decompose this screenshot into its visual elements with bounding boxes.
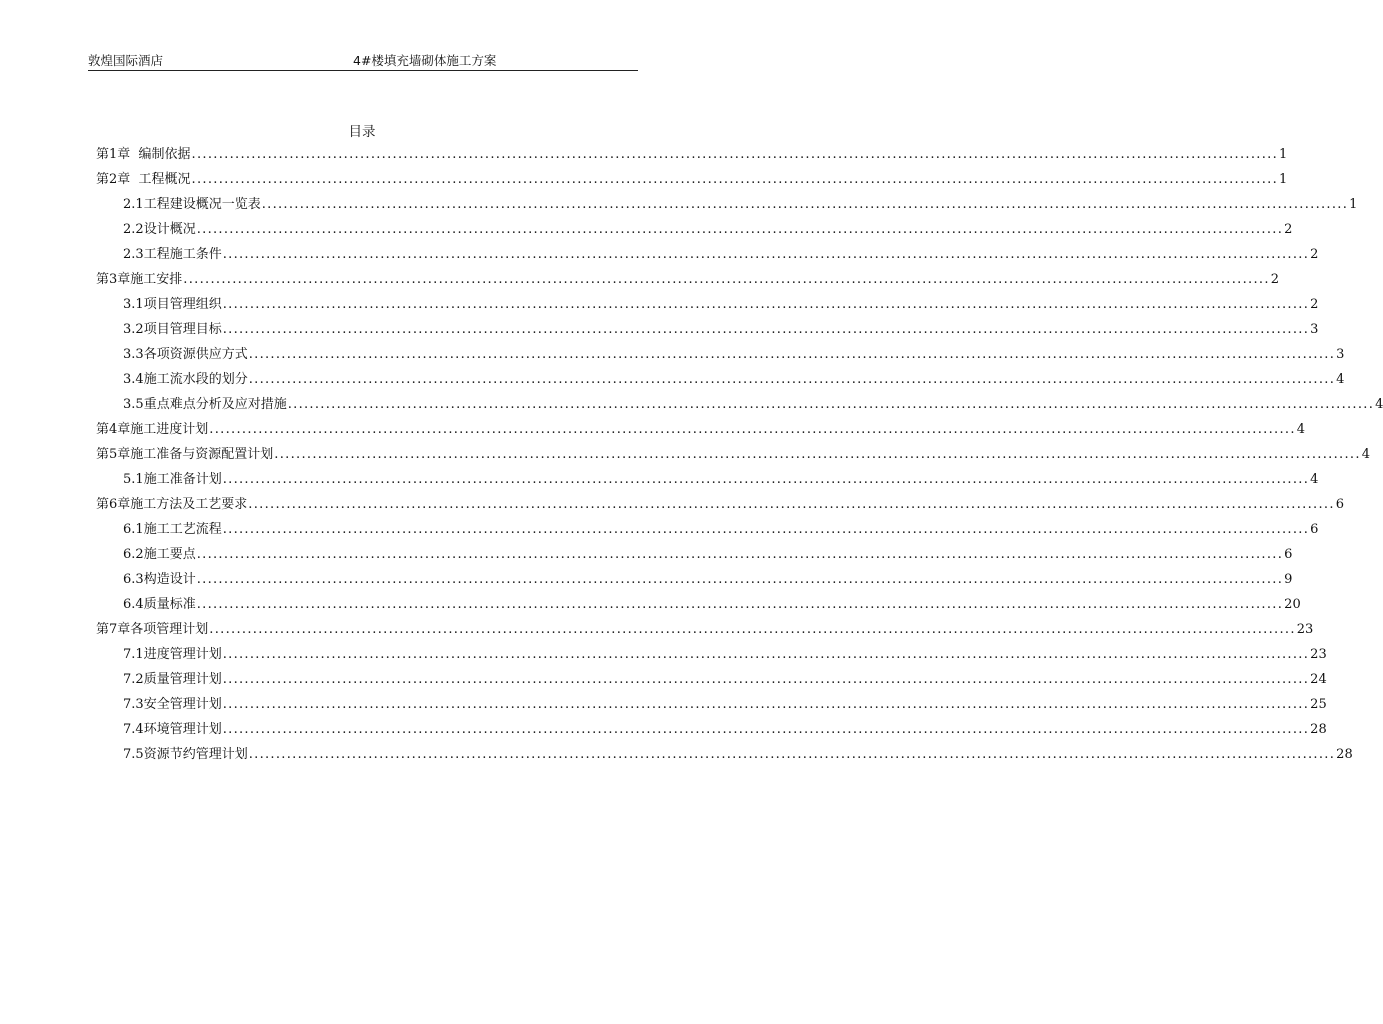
toc-entry[interactable]	[96, 346, 1345, 371]
toc-entry[interactable]	[96, 196, 1358, 221]
toc-entry[interactable]	[96, 546, 1293, 571]
toc-entry-title: 工程建设概况一览表	[143, 197, 261, 212]
toc-entry-title: 各项资源供应方式	[143, 347, 248, 362]
toc-entry-title: 环境管理计划	[143, 722, 222, 737]
header-document-title: 4#楼填充墙砌体施工方案	[353, 53, 497, 68]
toc-entry-page: 2	[1270, 272, 1280, 287]
toc-dot-leader: ........................................................................................................................................................................................................	[248, 497, 1335, 512]
toc-entry[interactable]	[96, 421, 1306, 446]
table-of-contents	[96, 146, 1383, 771]
toc-entry-page: 4	[1375, 397, 1383, 412]
toc-entry-number: 第7章	[96, 622, 131, 637]
toc-entry-title: 施工进度计划	[130, 422, 209, 437]
toc-entry-page: 2	[1310, 297, 1319, 312]
toc-entry[interactable]	[96, 521, 1319, 546]
toc-entry[interactable]	[96, 721, 1327, 746]
header-hotel-name: 敦煌国际酒店	[88, 53, 164, 68]
toc-entry-title: 施工准备与资源配置计划	[130, 447, 274, 462]
toc-entry[interactable]	[96, 146, 1288, 171]
toc-entry-title: 施工要点	[143, 547, 196, 562]
toc-dot-leader: ........................................................................................................................................................................................................	[191, 172, 1279, 187]
toc-dot-leader: ........................................................................................................................................................................................................	[196, 547, 1284, 562]
toc-entry[interactable]	[96, 396, 1383, 421]
toc-dot-leader: ........................................................................................................................................................................................................	[287, 397, 1375, 412]
toc-entry[interactable]	[96, 496, 1345, 521]
toc-entry-number: 2.2	[123, 222, 144, 237]
toc-entry-page: 1	[1279, 147, 1288, 162]
toc-entry-number: 2.3	[123, 247, 144, 262]
toc-entry[interactable]	[96, 571, 1293, 596]
toc-entry-page: 6	[1335, 497, 1345, 512]
toc-entry-title: 施工方法及工艺要求	[130, 497, 248, 512]
toc-dot-leader: ........................................................................................................................................................................................................	[248, 347, 1336, 362]
toc-entry-page: 2	[1310, 247, 1319, 262]
toc-entry-number: 2.1	[123, 197, 144, 212]
toc-dot-leader: ........................................................................................................................................................................................................	[222, 697, 1310, 712]
toc-entry-number: 3.2	[123, 322, 144, 337]
toc-entry-page: 20	[1284, 597, 1301, 612]
toc-entry-number: 7.3	[123, 697, 144, 712]
toc-entry-page: 24	[1310, 672, 1327, 687]
toc-entry[interactable]	[96, 746, 1353, 771]
toc-entry[interactable]	[96, 221, 1293, 246]
toc-entry-page: 25	[1310, 697, 1327, 712]
toc-entry-page: 28	[1310, 722, 1327, 737]
toc-entry-title: 重点难点分析及应对措施	[143, 397, 287, 412]
toc-entry-page: 23	[1310, 647, 1327, 662]
toc-entry-title: 资源节约管理计划	[143, 747, 248, 762]
page-header	[88, 50, 638, 71]
toc-entry-number: 5.1	[123, 472, 144, 487]
toc-entry-title: 质量标准	[143, 597, 196, 612]
toc-entry-number: 第6章	[96, 497, 131, 512]
toc-dot-leader: ........................................................................................................................................................................................................	[222, 647, 1310, 662]
toc-entry-number: 第4章	[96, 422, 131, 437]
toc-entry-page: 3	[1310, 322, 1319, 337]
toc-entry[interactable]	[96, 171, 1288, 196]
toc-entry-number: 3.5	[123, 397, 144, 412]
toc-entry-number: 7.2	[123, 672, 144, 687]
toc-entry-title: 安全管理计划	[143, 697, 222, 712]
toc-entry-title: 项目管理组织	[143, 297, 222, 312]
toc-entry-title: 编制依据	[130, 147, 191, 162]
toc-entry-number: 7.1	[123, 647, 144, 662]
toc-entry[interactable]	[96, 596, 1301, 621]
toc-dot-leader: ........................................................................................................................................................................................................	[183, 272, 1270, 287]
toc-dot-leader: ........................................................................................................................................................................................................	[209, 422, 1296, 437]
toc-entry-title: 设计概况	[143, 222, 196, 237]
toc-dot-leader: ........................................................................................................................................................................................................	[222, 672, 1310, 687]
toc-dot-leader: ........................................................................................................................................................................................................	[274, 447, 1361, 462]
toc-entry-page: 9	[1284, 572, 1293, 587]
toc-entry-page: 23	[1296, 622, 1314, 637]
toc-entry-title: 构造设计	[143, 572, 196, 587]
toc-entry-number: 第2章	[96, 172, 131, 187]
toc-entry-number: 第1章	[96, 147, 131, 162]
toc-entry[interactable]	[96, 671, 1327, 696]
toc-entry-page: 1	[1349, 197, 1358, 212]
toc-title: 目录	[348, 124, 376, 140]
toc-dot-leader: ........................................................................................................................................................................................................	[222, 322, 1310, 337]
toc-dot-leader: ........................................................................................................................................................................................................	[196, 597, 1284, 612]
toc-entry-page: 4	[1310, 472, 1319, 487]
toc-dot-leader: ........................................................................................................................................................................................................	[222, 297, 1310, 312]
toc-entry-page: 3	[1336, 347, 1345, 362]
toc-entry-number: 7.4	[123, 722, 144, 737]
toc-entry[interactable]	[96, 371, 1345, 396]
toc-dot-leader: ........................................................................................................................................................................................................	[248, 747, 1336, 762]
toc-entry-number: 3.4	[123, 372, 144, 387]
toc-entry-title: 施工准备计划	[143, 472, 222, 487]
toc-entry-title: 各项管理计划	[130, 622, 209, 637]
toc-entry[interactable]	[96, 246, 1319, 271]
toc-entry-page: 4	[1296, 422, 1306, 437]
toc-entry-page: 6	[1310, 522, 1319, 537]
toc-entry-title: 施工安排	[130, 272, 183, 287]
toc-dot-leader: ........................................................................................................................................................................................................	[222, 247, 1310, 262]
toc-entry[interactable]	[96, 321, 1319, 346]
toc-entry-page: 4	[1361, 447, 1371, 462]
toc-entry-number: 3.1	[123, 297, 144, 312]
toc-dot-leader: ........................................................................................................................................................................................................	[196, 222, 1284, 237]
toc-entry-title: 施工流水段的划分	[143, 372, 248, 387]
toc-dot-leader: ........................................................................................................................................................................................................	[222, 722, 1310, 737]
toc-entry-number: 3.3	[123, 347, 144, 362]
toc-entry[interactable]	[96, 471, 1319, 496]
toc-dot-leader: ........................................................................................................................................................................................................	[261, 197, 1349, 212]
toc-entry-number: 6.4	[123, 597, 144, 612]
toc-entry-number: 第5章	[96, 447, 131, 462]
toc-entry[interactable]	[96, 621, 1314, 646]
toc-entry-number: 第3章	[96, 272, 131, 287]
toc-entry-page: 2	[1284, 222, 1293, 237]
toc-entry-title: 工程概况	[130, 172, 191, 187]
toc-entry[interactable]	[96, 696, 1327, 721]
toc-entry-title: 质量管理计划	[143, 672, 222, 687]
toc-entry-title: 项目管理目标	[143, 322, 222, 337]
toc-entry-title: 进度管理计划	[143, 647, 222, 662]
toc-entry-page: 1	[1279, 172, 1288, 187]
toc-entry[interactable]	[96, 446, 1371, 471]
toc-dot-leader: ........................................................................................................................................................................................................	[248, 372, 1336, 387]
toc-entry[interactable]	[96, 646, 1327, 671]
toc-entry-page: 4	[1336, 372, 1345, 387]
toc-entry-title: 施工工艺流程	[143, 522, 222, 537]
toc-entry[interactable]	[96, 271, 1280, 296]
toc-dot-leader: ........................................................................................................................................................................................................	[209, 622, 1296, 637]
toc-entry-number: 6.1	[123, 522, 144, 537]
toc-entry-page: 28	[1336, 747, 1353, 762]
toc-entry-title: 工程施工条件	[143, 247, 222, 262]
toc-entry-number: 6.2	[123, 547, 144, 562]
toc-entry-page: 6	[1284, 547, 1293, 562]
toc-dot-leader: ........................................................................................................................................................................................................	[191, 147, 1279, 162]
toc-entry[interactable]	[96, 296, 1319, 321]
toc-dot-leader: ........................................................................................................................................................................................................	[196, 572, 1284, 587]
toc-entry-number: 6.3	[123, 572, 144, 587]
toc-entry-number: 7.5	[123, 747, 144, 762]
toc-dot-leader: ........................................................................................................................................................................................................	[222, 522, 1310, 537]
toc-dot-leader: ........................................................................................................................................................................................................	[222, 472, 1310, 487]
